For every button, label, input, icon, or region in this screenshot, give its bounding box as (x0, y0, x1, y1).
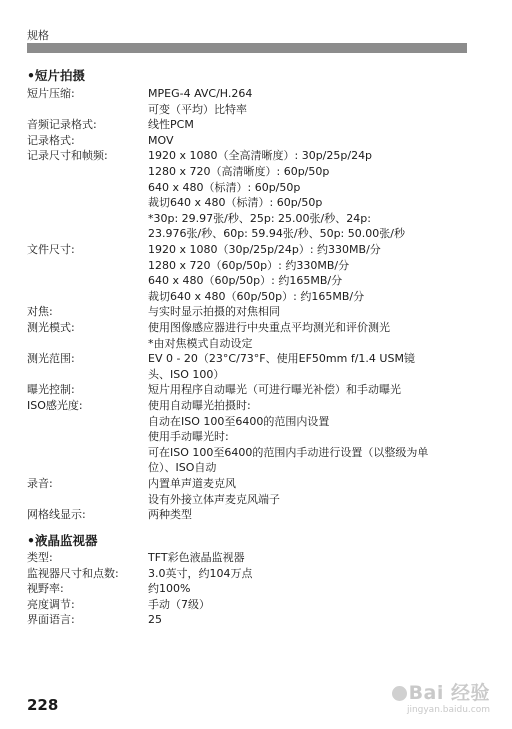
paw-icon (392, 686, 407, 701)
spec-row (27, 180, 477, 195)
spec-row (27, 429, 477, 444)
spec-label: 录音: (27, 477, 53, 490)
section-heading-movie: •短片拍摄 (27, 68, 85, 83)
spec-value: EV 0 - 20（23°C/73°F、使用EF50mm f/1.4 USM镜 (148, 352, 415, 366)
spec-value: 设有外接立体声麦克风端子 (148, 492, 280, 506)
spec-value: 使用手动曝光时: (148, 430, 229, 444)
spec-value: 裁切640 x 480（60p/50p）: 约165MB/分 (148, 289, 365, 303)
spec-row (27, 289, 477, 304)
spec-value: 640 x 480（60p/50p）: 约165MB/分 (148, 274, 343, 288)
spec-label: 对焦: (27, 305, 53, 319)
spec-row (27, 195, 477, 210)
spec-row (27, 226, 477, 241)
spec-value: 约100% (148, 582, 191, 596)
spec-value: 3.0英寸，约104万点 (148, 566, 253, 580)
spec-value: 1280 x 720（高清晰度）: 60p/50p (148, 165, 330, 178)
spec-label: 记录尺寸和帧频: (27, 149, 108, 163)
spec-label: 测光模式: (27, 321, 75, 334)
spec-row (27, 367, 477, 382)
spec-row (27, 507, 477, 522)
spec-value: 线性PCM (148, 118, 194, 132)
spec-row (27, 398, 477, 413)
spec-row (27, 476, 477, 491)
watermark (390, 678, 490, 715)
spec-row (27, 612, 477, 627)
spec-label: 测光范围: (27, 352, 75, 366)
spec-value: 与实时显示拍摄的对焦相同 (148, 305, 280, 319)
spec-row (27, 117, 477, 132)
spec-value: 640 x 480（标清）: 60p/50p (148, 180, 301, 194)
section-heading-lcd: •液晶监视器 (27, 533, 98, 548)
watermark-text: Bai 经验 (408, 682, 490, 704)
spec-value: 1920 x 1080（30p/25p/24p）: 约330MB/分 (148, 243, 381, 256)
spec-value: 25 (148, 613, 162, 627)
spec-value: 短片用程序自动曝光（可进行曝光补偿）和手动曝光 (148, 383, 401, 397)
spec-value: MPEG-4 AVC/H.264 (148, 87, 253, 100)
spec-row (27, 460, 477, 475)
spec-value: 内置单声道麦克风 (148, 477, 236, 490)
spec-row (27, 102, 477, 117)
spec-value: 1280 x 720（60p/50p）: 约330MB/分 (148, 258, 350, 272)
spec-label: 记录格式: (27, 133, 75, 147)
spec-row (27, 133, 477, 148)
spec-label: 类型: (27, 551, 53, 564)
spec-label: 短片压缩: (27, 87, 75, 100)
spec-label: 界面语言: (27, 613, 75, 627)
spec-row (27, 597, 477, 612)
spec-label: 视野率: (27, 582, 64, 596)
spec-row (27, 164, 477, 179)
spec-label: 文件尺寸: (27, 243, 75, 256)
spec-row (27, 258, 477, 273)
spec-label: 曝光控制: (27, 383, 75, 397)
watermark-logo (390, 678, 490, 705)
page-number: 228 (27, 696, 59, 714)
spec-label: ISO感光度: (27, 399, 83, 412)
spec-value: MOV (148, 133, 174, 147)
header-bar (27, 43, 467, 53)
spec-value: TFT彩色液晶监视器 (148, 551, 245, 564)
spec-label: 监视器尺寸和点数: (27, 566, 119, 580)
spec-row (27, 320, 477, 335)
spec-value: 使用图像感应器进行中央重点平均测光和评价测光 (148, 321, 390, 334)
spec-row (27, 304, 477, 319)
spec-value: *由对焦模式自动设定 (148, 336, 253, 350)
spec-value: 使用自动曝光拍摄时: (148, 399, 251, 412)
spec-value: 自动在ISO 100至6400的范围内设置 (148, 414, 330, 428)
spec-row (27, 242, 477, 257)
spec-row (27, 273, 477, 288)
spec-row (27, 492, 477, 507)
spec-value: 两种类型 (148, 508, 192, 522)
spec-row (27, 445, 477, 460)
spec-label: 亮度调节: (27, 597, 75, 611)
spec-value: 手动（7级） (148, 597, 210, 611)
spec-row (27, 86, 477, 101)
spec-row (27, 581, 477, 596)
spec-label: 音频记录格式: (27, 118, 97, 132)
page-header-title: 规格 (27, 29, 49, 42)
spec-value: 1920 x 1080（全高清晰度）: 30p/25p/24p (148, 149, 373, 163)
spec-row (27, 550, 477, 565)
spec-row (27, 414, 477, 429)
spec-value: *30p: 29.97张/秒、25p: 25.00张/秒、24p: (148, 211, 371, 225)
spec-row (27, 211, 477, 226)
spec-value: 可在ISO 100至6400的范围内手动进行设置（以整级为单 (148, 445, 429, 459)
spec-value: 可变（平均）比特率 (148, 102, 247, 116)
watermark-url: jingyan.baidu.com (406, 705, 490, 715)
spec-row (27, 336, 477, 351)
spec-row (27, 382, 477, 397)
spec-value: 23.976张/秒、60p: 59.94张/秒、50p: 50.00张/秒 (148, 227, 405, 241)
spec-row (27, 351, 477, 366)
spec-value: 位）、ISO自动 (148, 461, 217, 475)
spec-value: 裁切640 x 480（标清）: 60p/50p (148, 196, 323, 210)
spec-row (27, 566, 477, 581)
spec-value: 头、ISO 100） (148, 367, 225, 381)
spec-label: 网格线显示: (27, 508, 86, 522)
spec-row (27, 148, 477, 163)
